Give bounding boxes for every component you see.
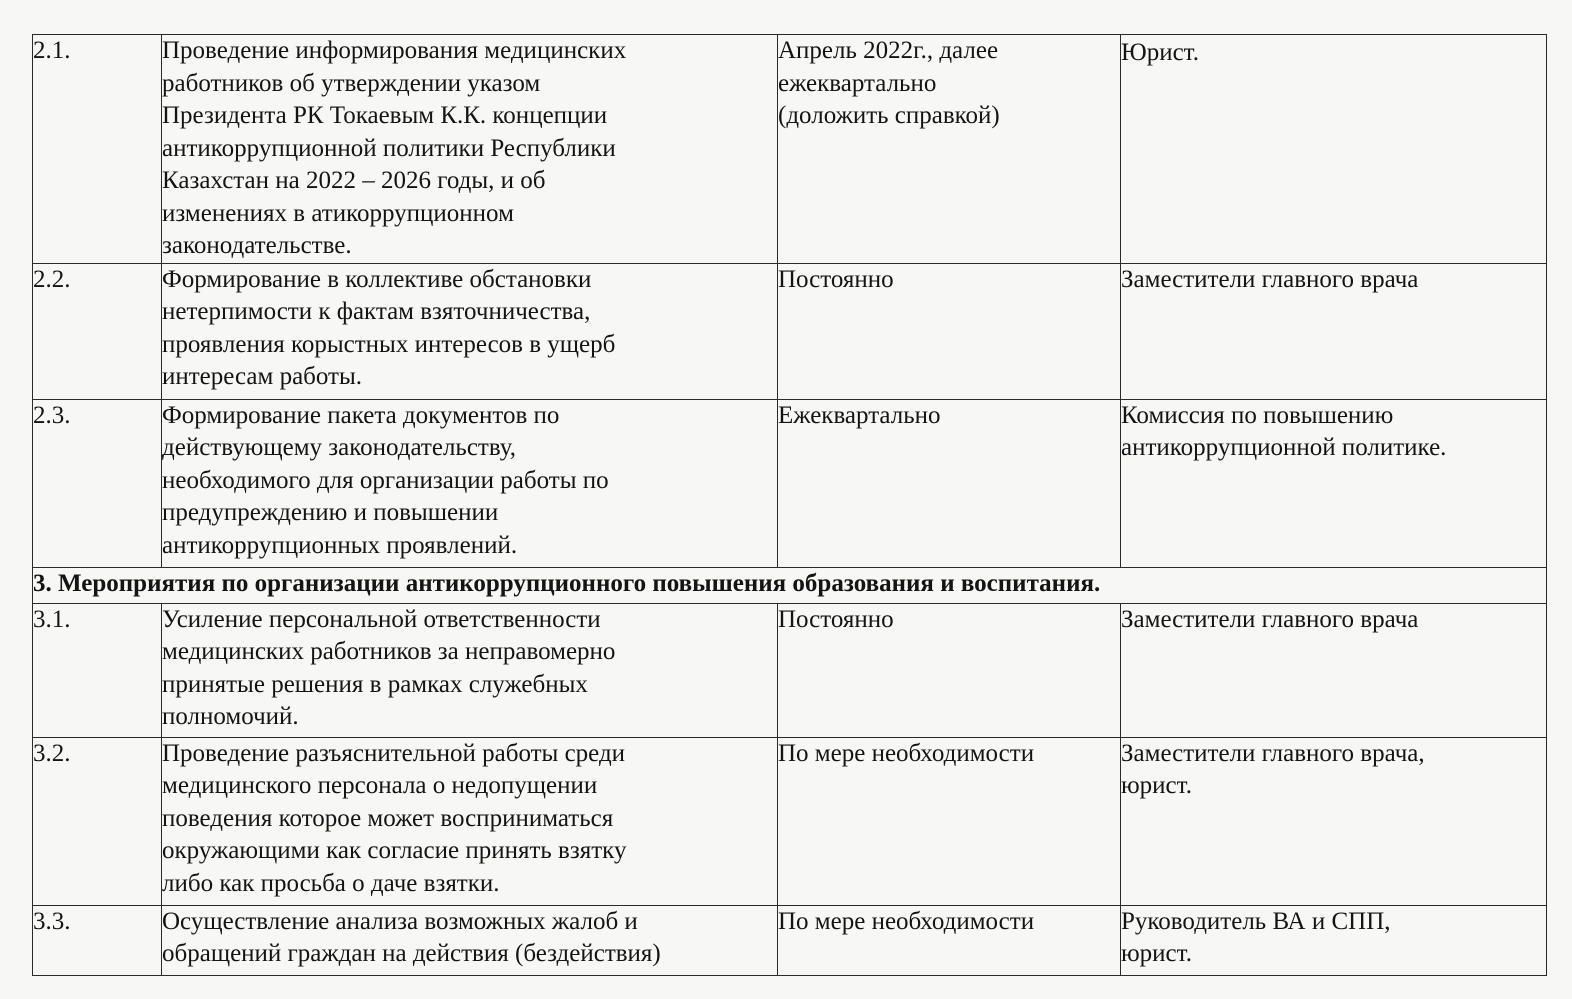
deadline-cell: По мере необходимости — [778, 905, 1121, 975]
row-number: 3.2. — [33, 737, 162, 905]
section-title: 3. Мероприятия по организации антикоррупционного повышения образования и воспитания. — [33, 567, 1547, 603]
row-number: 2.2. — [33, 263, 162, 399]
activity-text: Проведение информирования медицинских работников об утверждении указом Президента РК Токаевым К.К. концепции антикоррупционной политики Республики Казахстан на 2022 – 2026 годы, и об изменениях в атикоррупционном законодательстве. — [162, 35, 778, 264]
responsible-cell: Заместители главного врача — [1121, 263, 1547, 399]
table-row — [33, 399, 1547, 567]
action-plan-table — [32, 34, 1547, 976]
activity-text: Осуществление анализа возможных жалоб и обращений граждан на действия (бездействия) — [162, 905, 778, 975]
responsible-cell: Заместители главного врача, юрист. — [1121, 737, 1547, 905]
activity-text: Проведение разъяснительной работы среди медицинского персонала о недопущении поведения которое может восприниматься окружающими как согласие принять взятку либо как просьба о даче взятки. — [162, 737, 778, 905]
activity-text: Формирование пакета документов по действующему законодательству, необходимого для организации работы по предупреждению и повышении антикоррупционных проявлений. — [162, 399, 778, 567]
activity-text: Формирование в коллективе обстановки нетерпимости к фактам взяточничества, проявления корыстных интересов в ущерб интересам работы. — [162, 263, 778, 399]
table-row — [33, 35, 1547, 264]
table-row — [33, 603, 1547, 737]
responsible-cell: Юрист. — [1121, 35, 1547, 264]
deadline-cell: Апрель 2022г., далее ежеквартально (доложить справкой) — [778, 35, 1121, 264]
deadline-cell: Ежеквартально — [778, 399, 1121, 567]
table-row — [33, 263, 1547, 399]
row-number: 2.1. — [33, 35, 162, 264]
responsible-cell: Руководитель ВА и СПП, юрист. — [1121, 905, 1547, 975]
activity-text: Усиление персональной ответственности медицинских работников за неправомерно принятые решения в рамках служебных полномочий. — [162, 603, 778, 737]
table-row — [33, 737, 1547, 905]
responsible-cell: Комиссия по повышению антикоррупционной политике. — [1121, 399, 1547, 567]
row-number: 2.3. — [33, 399, 162, 567]
deadline-cell: По мере необходимости — [778, 737, 1121, 905]
row-number: 3.1. — [33, 603, 162, 737]
table-row — [33, 905, 1547, 975]
deadline-cell: Постоянно — [778, 603, 1121, 737]
section-header-row — [33, 567, 1547, 603]
deadline-cell: Постоянно — [778, 263, 1121, 399]
responsible-cell: Заместители главного врача — [1121, 603, 1547, 737]
row-number: 3.3. — [33, 905, 162, 975]
